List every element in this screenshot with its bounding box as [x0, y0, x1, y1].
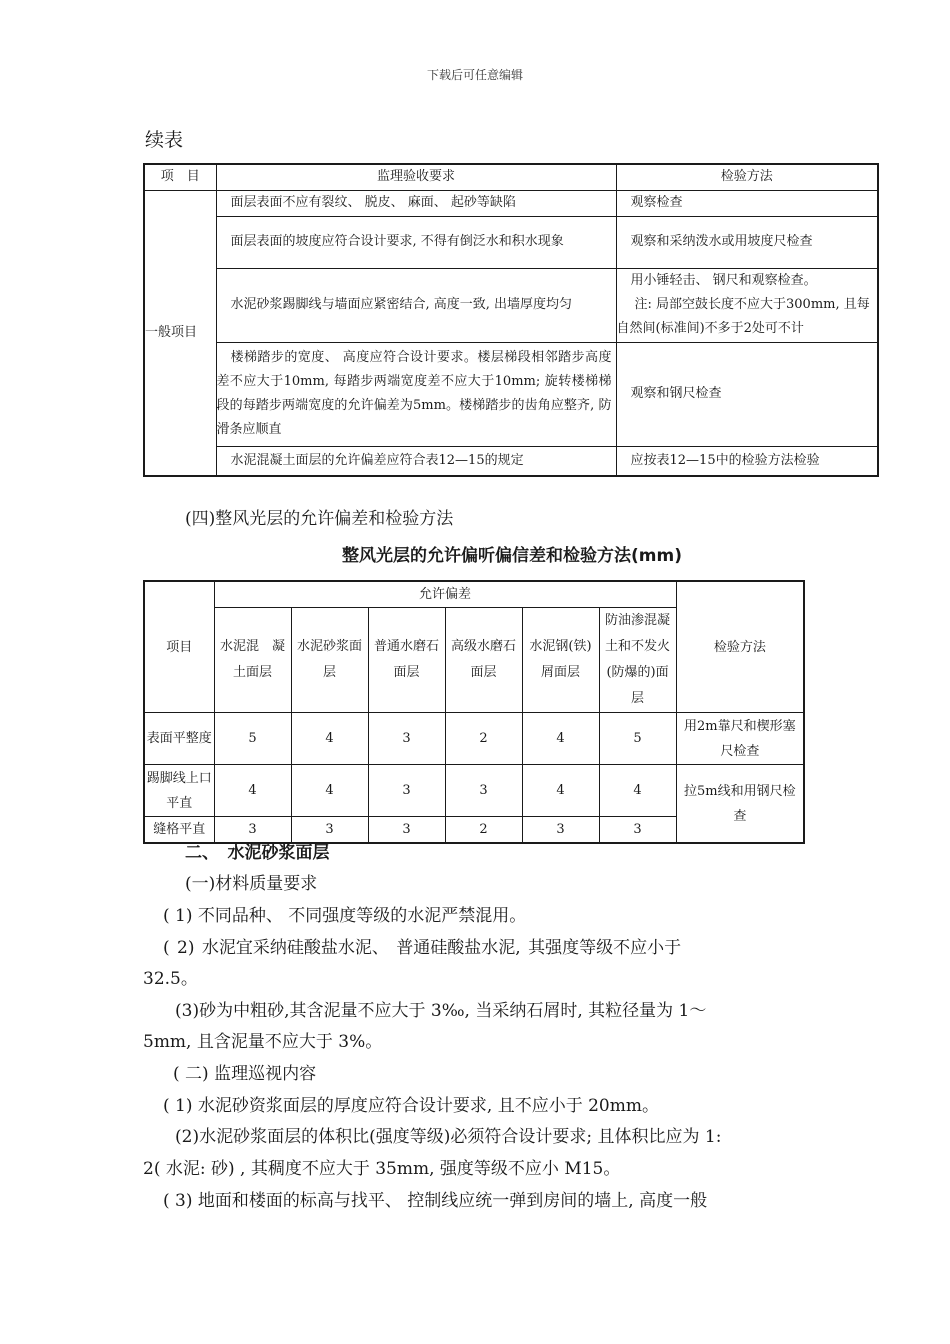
table2-method-header: 检验方法 [676, 581, 804, 713]
paragraph-line: 32.5。 [143, 969, 198, 989]
table2-item-header: 项目 [144, 581, 214, 713]
section2-heading: 二、 水泥砂浆面层 [185, 843, 330, 863]
table1-method: 观察和采纳泼水或用坡度尺检查 [616, 216, 878, 268]
table2-title: 整风光层的允许偏听偏信差和检验方法(mm) [342, 546, 682, 566]
continuation-title: 续表 [145, 129, 184, 151]
paragraph-line: ( 1) 不同品种、 不同强度等级的水泥严禁混用。 [163, 906, 527, 926]
table2-cell: 2 [445, 713, 522, 765]
table2-cell: 4 [291, 765, 368, 817]
table2-cell: 2 [445, 817, 522, 844]
table1-header-requirement: 监理验收要求 [216, 164, 616, 190]
table2-row-item: 表面平整度 [144, 713, 214, 765]
table1-method: 观察和钢尺检查 [616, 342, 878, 446]
table1-group-label: 一般项目 [144, 190, 216, 476]
table1-requirement: 水泥混凝土面层的允许偏差应符合表12—15的规定 [216, 446, 616, 476]
table2-column-header: 防油渗混凝土和不发火(防爆的)面层 [599, 608, 676, 713]
section4-heading: (四)整风光层的允许偏差和检验方法 [185, 509, 454, 529]
table2-column-header: 水泥混 凝土面层 [214, 608, 291, 713]
paragraph-line: ( 3) 地面和楼面的标高与找平、 控制线应统一弹到房间的墙上, 高度一般 [163, 1191, 708, 1211]
table1-method: 用小锤轻击、 钢尺和观察检查。 [630, 273, 817, 288]
table2-cell: 3 [522, 817, 599, 844]
table2-cell: 4 [214, 765, 291, 817]
table2-cell: 4 [522, 713, 599, 765]
table2-cell: 4 [599, 765, 676, 817]
table2-cell: 3 [214, 817, 291, 844]
paragraph-line: 2( 水泥: 砂) , 其稠度不应大于 35mm, 强度等级不应小 M15。 [143, 1159, 621, 1179]
table2-cell: 4 [291, 713, 368, 765]
table2-column-header: 普通水磨石面层 [368, 608, 445, 713]
section2-sub-heading: (一)材料质量要求 [185, 874, 318, 894]
acceptance-table [143, 163, 879, 477]
table1-requirement: 面层表面的坡度应符合设计要求, 不得有倒泛水和积水现象 [216, 216, 616, 268]
paragraph-line: ( 1) 水泥砂资浆面层的厚度应符合设计要求, 且不应小于 20mm。 [163, 1096, 659, 1116]
table1-header-item: 项 目 [144, 164, 216, 190]
table2-cell: 4 [522, 765, 599, 817]
table2-row-item: 踢脚线上口平直 [144, 765, 214, 817]
table1-requirement: 面层表面不应有裂纹、 脱皮、 麻面、 起砂等缺陷 [216, 190, 616, 216]
tolerance-table [143, 580, 805, 844]
table2-cell: 3 [291, 817, 368, 844]
table2-row-item: 缝格平直 [144, 817, 214, 844]
table2-tolerance-header: 允许偏差 [214, 581, 676, 608]
table1-requirement: 楼梯踏步的宽度、 高度应符合设计要求。楼层梯段相邻踏步高度差不应大于10mm, 每踏步两端宽度差不应大于10mm; 旋转楼梯梯段的每踏步两端宽度的允许偏差为5mm。楼梯踏步的齿角应整齐, 防滑条应顺直 [216, 342, 616, 446]
table1-method: 应按表12—15中的检验方法检验 [616, 446, 878, 476]
table2-cell: 5 [214, 713, 291, 765]
table2-row-method: 拉5m线和用钢尺检查 [676, 765, 804, 844]
table2-cell: 3 [445, 765, 522, 817]
table1-method: 观察检查 [616, 190, 878, 216]
paragraph-line: 5mm, 且含泥量不应大于 3%。 [143, 1032, 383, 1052]
table2-cell: 3 [368, 765, 445, 817]
section2-sub-heading: ( 二) 监理巡视内容 [173, 1064, 317, 1084]
table2-column-header: 水泥砂浆面层 [291, 608, 368, 713]
table2-cell: 5 [599, 713, 676, 765]
table1-header-method: 检验方法 [616, 164, 878, 190]
table2-column-header: 高级水磨石面层 [445, 608, 522, 713]
table2-cell: 3 [368, 713, 445, 765]
paragraph-line: (2)水泥砂浆面层的体积比(强度等级)必须符合设计要求; 且体积比应为 1: [175, 1127, 722, 1147]
table2-cell: 3 [368, 817, 445, 844]
table2-column-header: 水泥钢(铁)屑面层 [522, 608, 599, 713]
table1-requirement: 水泥砂浆踢脚线与墙面应紧密结合, 高度一致, 出墙厚度均匀 [216, 268, 616, 342]
page-header-note: 下载后可任意编辑 [426, 68, 523, 82]
paragraph-line: ( 2) 水泥宜采纳硅酸盐水泥、 普通硅酸盐水泥, 其强度等级不应小于 [163, 938, 682, 958]
table1-method-note: 注: 局部空鼓长度不应大于300mm, 且每自然间(标准间)不多于2处可不计 [616, 297, 870, 336]
table2-row-method: 用2m靠尺和楔形塞尺检查 [676, 713, 804, 765]
table2-cell: 3 [599, 817, 676, 844]
paragraph-line: (3)砂为中粗砂,其含泥量不应大于 3‰, 当采纳石屑时, 其粒径量为 1～ [175, 1001, 707, 1021]
